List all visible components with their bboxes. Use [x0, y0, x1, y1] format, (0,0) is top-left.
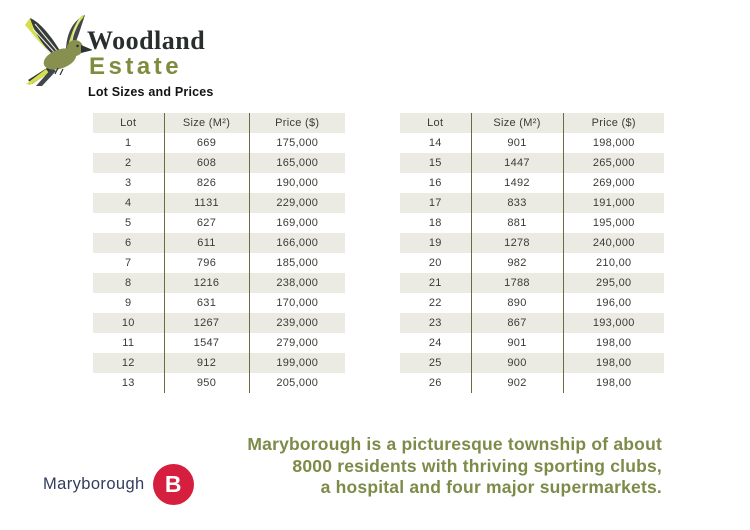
- table-cell: 198,000: [563, 133, 664, 153]
- table-row: [93, 333, 345, 353]
- table-row: [400, 153, 664, 173]
- description-line: a hospital and four major supermarkets.: [320, 477, 662, 497]
- lot-table-1: [93, 113, 345, 393]
- table-cell: 25: [400, 353, 471, 373]
- table-row: [93, 373, 345, 393]
- table-cell: 1788: [471, 273, 563, 293]
- table-cell: 15: [400, 153, 471, 173]
- table-row: [400, 233, 664, 253]
- table-cell: 901: [471, 133, 563, 153]
- table-cell: 1216: [164, 273, 249, 293]
- table-cell: 240,000: [563, 233, 664, 253]
- table-cell: 2: [93, 153, 164, 173]
- maryborough-logo-text: Maryborough: [43, 475, 145, 493]
- table-row: [400, 353, 664, 373]
- brand-name: Woodland: [87, 26, 206, 55]
- table-cell: 867: [471, 313, 563, 333]
- table-cell: 198,00: [563, 353, 664, 373]
- table-row: [93, 253, 345, 273]
- table-cell: 198,00: [563, 373, 664, 393]
- table-cell: 5: [125, 217, 132, 229]
- table-cell: 890: [471, 293, 563, 313]
- table-cell: 295,00: [563, 273, 664, 293]
- section-heading: Lot Sizes and Prices: [88, 85, 214, 99]
- table-row: [93, 213, 345, 233]
- table-cell: 185,000: [249, 253, 345, 273]
- lot-table-2: [400, 113, 664, 393]
- table-row: [400, 293, 664, 313]
- table-cell: 170,000: [249, 293, 345, 313]
- column-header: Price ($): [563, 113, 664, 133]
- table-row: [400, 313, 664, 333]
- table-header-row: [400, 113, 664, 133]
- table-row: [400, 273, 664, 293]
- table-row: [93, 153, 345, 173]
- table-cell: 22: [428, 297, 442, 309]
- table-row: [93, 293, 345, 313]
- table-row: [400, 373, 664, 393]
- table-cell: 4: [93, 193, 164, 213]
- table-row: [400, 333, 664, 353]
- table-row: [400, 213, 664, 233]
- table-cell: 1: [125, 137, 132, 149]
- table-row: [400, 133, 664, 153]
- table-cell: 195,000: [563, 213, 664, 233]
- table-cell: 24: [428, 337, 442, 349]
- table-cell: 190,000: [249, 173, 345, 193]
- table-cell: 7: [125, 257, 132, 269]
- column-header: Price ($): [249, 113, 345, 133]
- table-cell: 229,000: [249, 193, 345, 213]
- table-cell: 1131: [164, 193, 249, 213]
- table-cell: 8: [93, 273, 164, 293]
- table-cell: 199,000: [249, 353, 345, 373]
- table-row: [93, 353, 345, 373]
- township-description: [247, 434, 662, 499]
- table-cell: 9: [125, 297, 132, 309]
- table-cell: 169,000: [249, 213, 345, 233]
- table-cell: 19: [400, 233, 471, 253]
- table-cell: 16: [428, 177, 442, 189]
- table-row: [400, 173, 664, 193]
- table-row: [93, 193, 345, 213]
- table-cell: 982: [471, 253, 563, 273]
- table-cell: 210,00: [563, 253, 664, 273]
- table-cell: 239,000: [249, 313, 345, 333]
- table-cell: 826: [164, 173, 249, 193]
- table-cell: 191,000: [563, 193, 664, 213]
- table-cell: 3: [125, 177, 132, 189]
- table-cell: 13: [121, 377, 135, 389]
- table-cell: 175,000: [249, 133, 345, 153]
- table-cell: 279,000: [249, 333, 345, 353]
- table-cell: 18: [428, 217, 442, 229]
- table-cell: 608: [164, 153, 249, 173]
- table-row: [93, 133, 345, 153]
- table-cell: 20: [428, 257, 442, 269]
- table-row: [400, 193, 664, 213]
- table-row: [400, 253, 664, 273]
- table-cell: 166,000: [249, 233, 345, 253]
- table-cell: 627: [164, 213, 249, 233]
- table-cell: 265,000: [563, 153, 664, 173]
- table-cell: 14: [428, 137, 442, 149]
- table-cell: 901: [471, 333, 563, 353]
- description-line: Maryborough is a picturesque township of about: [247, 434, 662, 454]
- table-cell: 796: [164, 253, 249, 273]
- table-header-row: [93, 113, 345, 133]
- brand-subtitle: Estate: [89, 53, 183, 80]
- table-cell: 912: [164, 353, 249, 373]
- table-cell: 26: [428, 377, 442, 389]
- table-cell: 165,000: [249, 153, 345, 173]
- table-cell: 1547: [164, 333, 249, 353]
- table-cell: 193,000: [563, 313, 664, 333]
- table-cell: 1267: [164, 313, 249, 333]
- table-row: [93, 173, 345, 193]
- hummingbird-icon: [22, 12, 92, 87]
- table-cell: 17: [400, 193, 471, 213]
- table-row: [93, 313, 345, 333]
- table-cell: 631: [164, 293, 249, 313]
- table-cell: 1278: [471, 233, 563, 253]
- column-header: Lot: [400, 113, 471, 133]
- table-cell: 950: [164, 373, 249, 393]
- table-cell: 12: [93, 353, 164, 373]
- table-row: [93, 233, 345, 253]
- table-cell: 238,000: [249, 273, 345, 293]
- table-cell: 23: [400, 313, 471, 333]
- table-cell: 198,00: [563, 333, 664, 353]
- maryborough-logo: [43, 464, 194, 505]
- table-cell: 669: [164, 133, 249, 153]
- table-cell: 10: [93, 313, 164, 333]
- table-row: [93, 273, 345, 293]
- table-cell: 1447: [471, 153, 563, 173]
- column-header: Lot: [93, 113, 164, 133]
- table-cell: 881: [471, 213, 563, 233]
- table-cell: 11: [122, 337, 135, 349]
- table-cell: 21: [400, 273, 471, 293]
- description-line: 8000 residents with thriving sporting clubs,: [292, 455, 662, 476]
- table-cell: 833: [471, 193, 563, 213]
- table-cell: 1492: [471, 173, 563, 193]
- table-cell: 902: [471, 373, 563, 393]
- table-cell: 6: [93, 233, 164, 253]
- table-cell: 900: [471, 353, 563, 373]
- column-header: Size (M²): [164, 113, 249, 133]
- maryborough-badge-icon: B: [153, 464, 194, 505]
- table-cell: 611: [164, 233, 249, 253]
- column-header: Size (M²): [471, 113, 563, 133]
- table-cell: 205,000: [249, 373, 345, 393]
- table-cell: 196,00: [563, 293, 664, 313]
- table-cell: 269,000: [563, 173, 664, 193]
